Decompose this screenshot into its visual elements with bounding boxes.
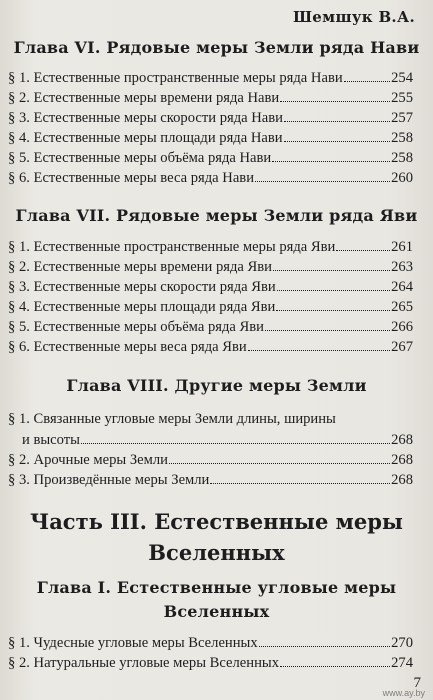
part-title-line1: Часть III. Естественные меры (30, 509, 403, 534)
toc-entry (8, 89, 413, 109)
toc-entry (8, 238, 413, 258)
dot-leader (255, 169, 390, 182)
chapter-title-line1: Глава I. Естественные угловые меры (36, 578, 397, 597)
toc-entry (8, 69, 413, 89)
toc-entry (8, 258, 413, 278)
toc-entry-title: § 2. Естественные меры времени ряда Яви (8, 259, 272, 275)
toc-entry-page: 265 (391, 299, 413, 315)
toc-entry-page: 257 (391, 110, 413, 126)
chapter-title-line2: Вселенных (163, 602, 270, 621)
dot-leader (169, 451, 390, 464)
toc-entry (8, 318, 413, 338)
toc-entry-page: 268 (391, 472, 413, 488)
part-title (0, 506, 433, 568)
toc-entry-title: § 4. Естественные меры площади ряда Нави (8, 130, 283, 146)
toc-entry (8, 129, 413, 149)
toc-entry-title: § 3. Произведённые меры Земли (8, 472, 210, 488)
toc-entry-page: 261 (391, 239, 413, 255)
toc-entry-title: § 1. Чудесные угловые меры Вселенных (8, 635, 258, 651)
toc-entry-page: 268 (391, 432, 413, 448)
toc-entry-title: § 6. Естественные меры веса ряда Яви (8, 339, 247, 355)
dot-leader (259, 634, 390, 647)
toc-entry-title: § 4. Естественные меры площади ряда Яви (8, 299, 276, 315)
chapter-title: Глава VI. Рядовые меры Земли ряда Нави (13, 38, 420, 57)
toc-entry (8, 298, 413, 318)
dot-leader (276, 298, 390, 311)
toc-entry (8, 338, 413, 358)
dot-leader (81, 431, 390, 444)
toc-entry-title: § 5. Естественные меры объёма ряда Яви (8, 319, 264, 335)
toc-entry (8, 451, 413, 471)
toc-entry-title: § 3. Естественные меры скорости ряда Нави (8, 110, 283, 126)
dot-leader (277, 278, 390, 291)
dot-leader (284, 109, 390, 122)
dot-leader (210, 471, 390, 484)
chapter-title: Глава VIII. Другие меры Земли (66, 376, 367, 395)
toc-entry-title: § 2. Арочные меры Земли (8, 452, 168, 468)
chapter-title (0, 576, 433, 624)
toc-entry-page: 267 (391, 339, 413, 355)
toc-entry-title: § 1. Связанные угловые меры Земли длины, ширины (8, 411, 336, 427)
dot-leader (248, 338, 390, 351)
dot-leader (284, 129, 391, 142)
toc-entry-page: 254 (391, 70, 413, 86)
dot-leader (336, 238, 390, 251)
page-number: 7 (413, 675, 421, 691)
toc-entry-page: 274 (391, 655, 413, 671)
toc-entry-page: 255 (391, 90, 413, 106)
toc-entry (8, 149, 413, 169)
dot-leader (265, 318, 390, 331)
toc-entry-page: 270 (391, 635, 413, 651)
dot-leader (344, 69, 390, 82)
toc-entry (8, 411, 413, 431)
toc-entry-page: 263 (391, 259, 413, 275)
dot-leader (272, 149, 390, 162)
dot-leader (280, 654, 390, 667)
toc-entry-page: 258 (391, 130, 413, 146)
toc-entry (8, 654, 413, 674)
watermark: www.ay.by (382, 688, 425, 698)
toc-entry-title-cont: и высоты (22, 432, 80, 448)
toc-entry (8, 169, 413, 189)
toc-entry-title: § 3. Естественные меры скорости ряда Яви (8, 279, 276, 295)
dot-leader (273, 258, 390, 271)
toc-entry (8, 471, 413, 491)
dot-leader (280, 89, 390, 102)
page-header-author: Шемшук В.А. (292, 8, 415, 26)
toc-entry-page: 264 (391, 279, 413, 295)
toc-entry (8, 109, 413, 129)
toc-entry (8, 278, 413, 298)
toc-entry (8, 634, 413, 654)
part-title-line2: Вселенных (148, 540, 285, 565)
toc-entry-title: § 2. Натуральные угловые меры Вселенных (8, 655, 279, 671)
toc-entry-page: 260 (391, 170, 413, 186)
toc-entry-title: § 6. Естественные меры веса ряда Нави (8, 170, 255, 186)
chapter-title: Глава VII. Рядовые меры Земли ряда Яви (15, 206, 418, 225)
toc-entry-continuation (22, 431, 413, 451)
toc-entry-page: 268 (391, 452, 413, 468)
toc-entry-title: § 1. Естественные пространственные меры ряда Яви (8, 239, 336, 255)
toc-entry-title: § 5. Естественные меры объёма ряда Нави (8, 150, 272, 166)
toc-entry-title: § 1. Естественные пространственные меры ряда Нави (8, 70, 343, 86)
toc-entry-page: 258 (391, 150, 413, 166)
toc-entry-page: 266 (391, 319, 413, 335)
toc-entry-title: § 2. Естественные меры времени ряда Нави (8, 90, 280, 106)
